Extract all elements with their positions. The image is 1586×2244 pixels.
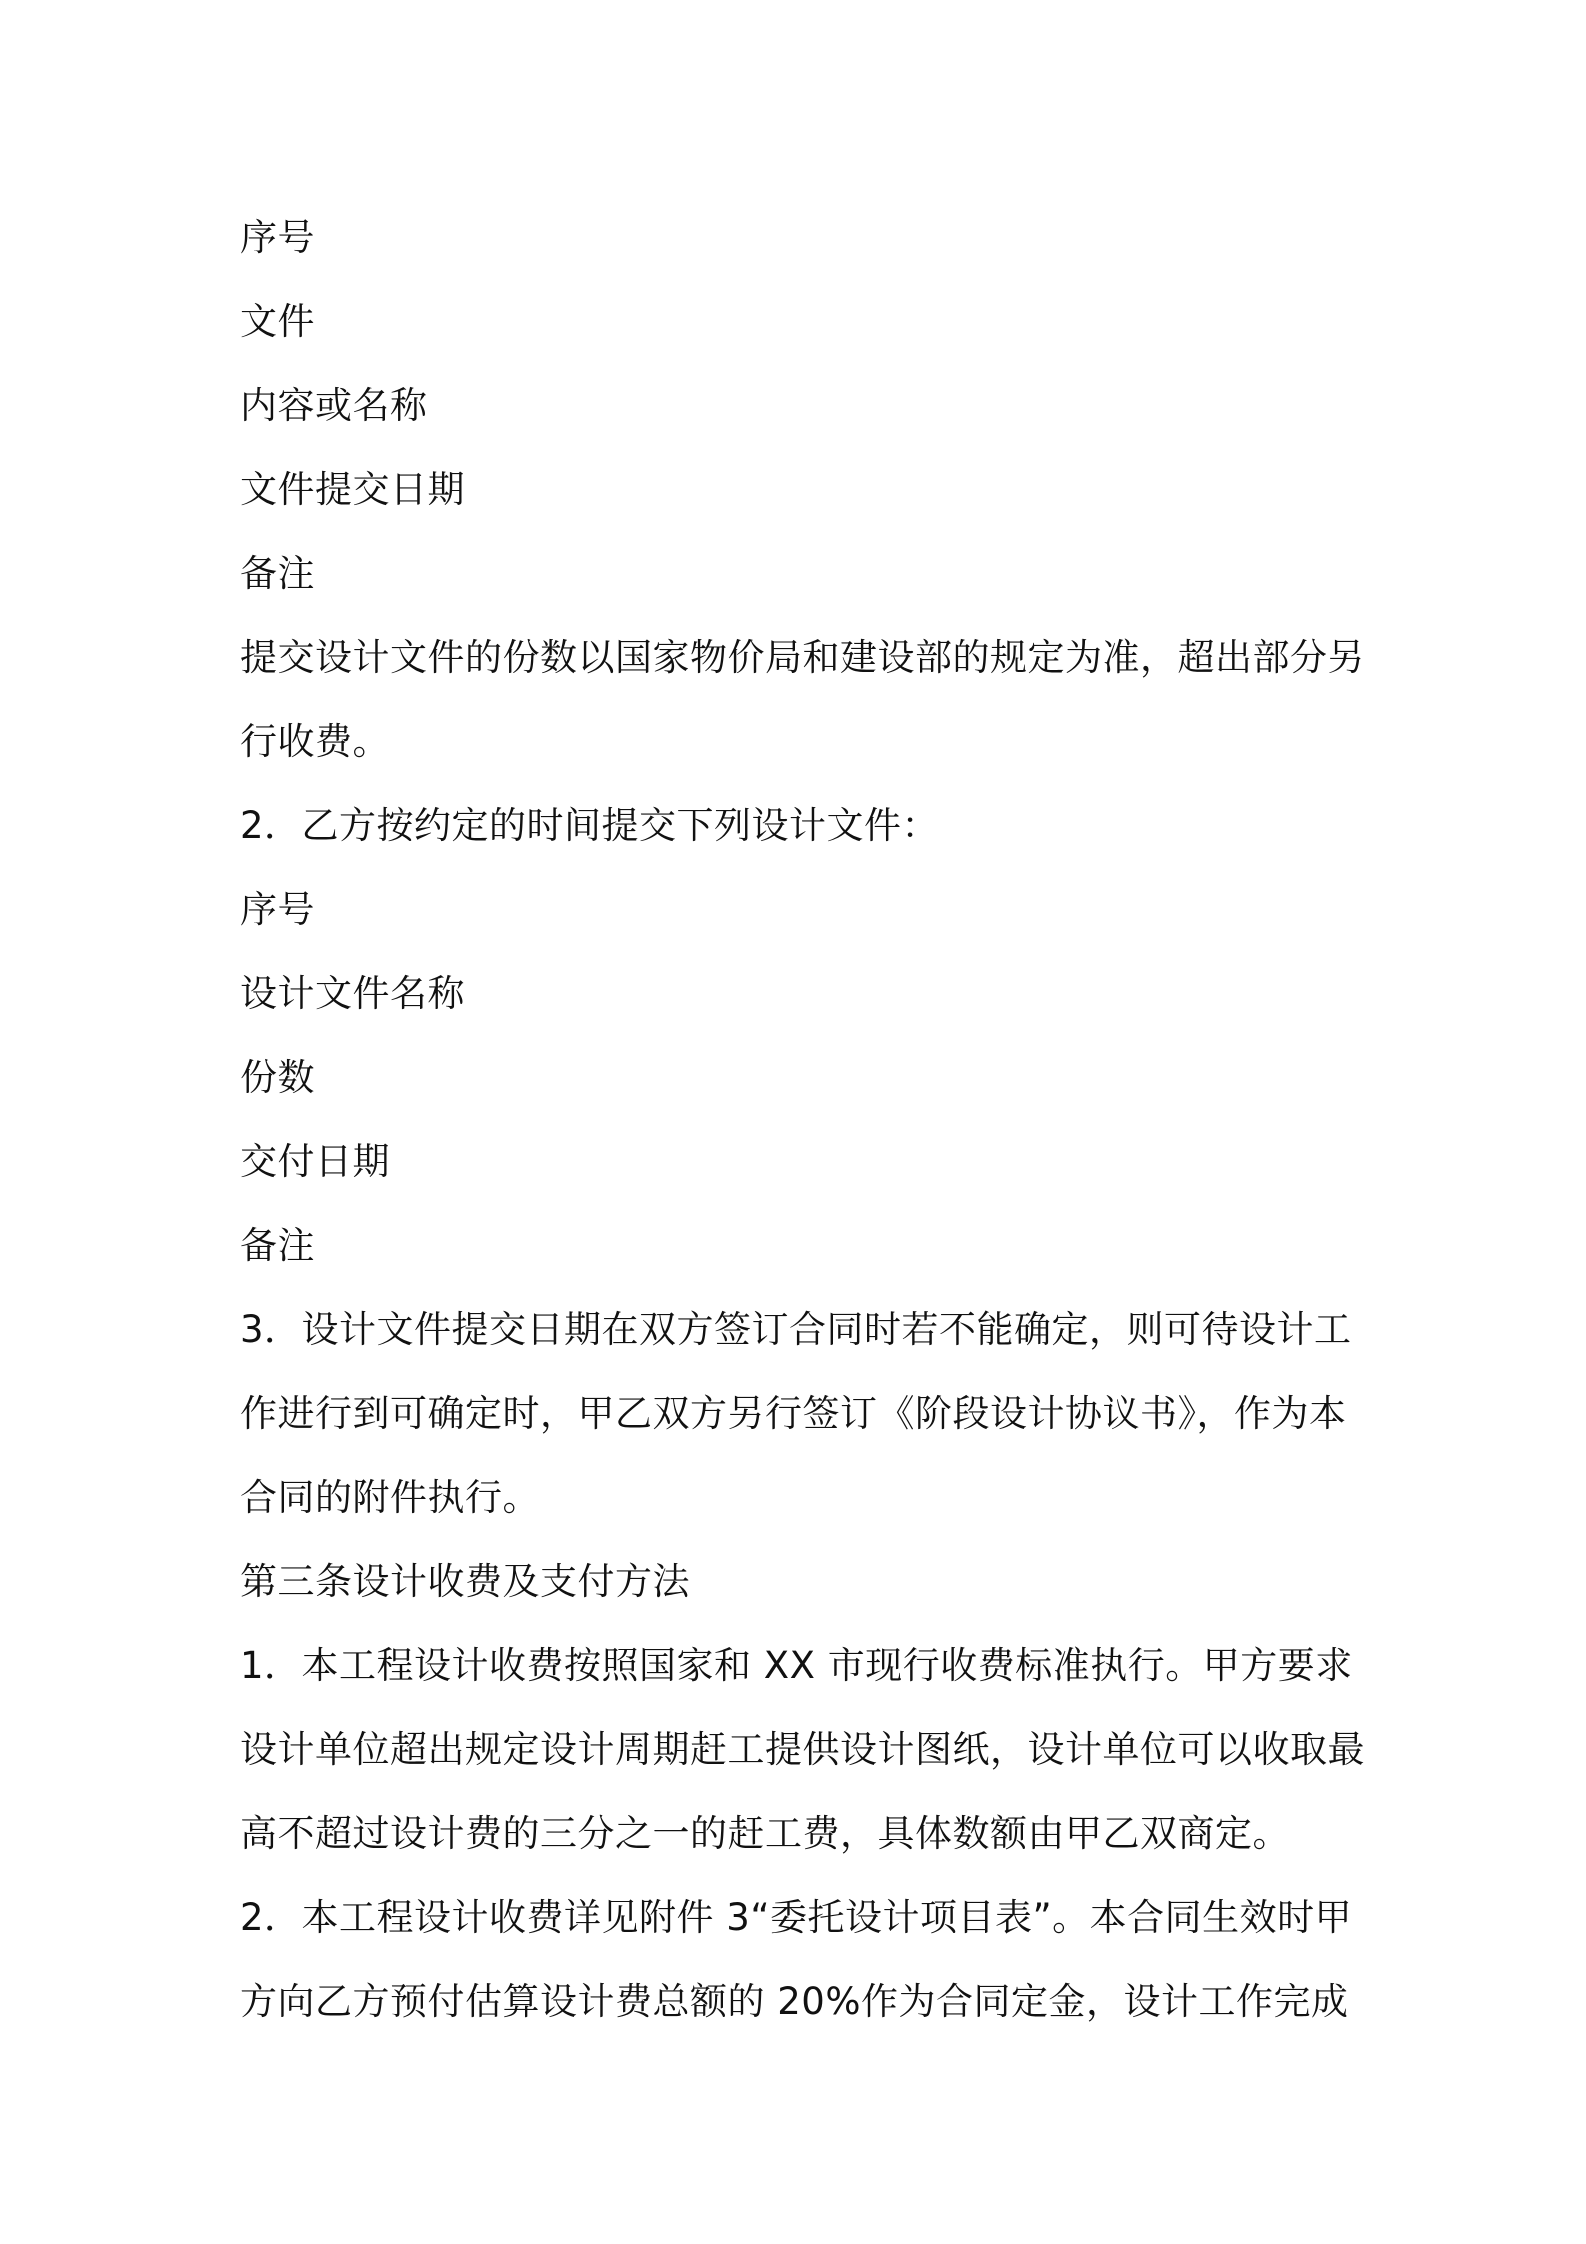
text-line: 设计文件名称 — [240, 972, 465, 1015]
text-line: 行收费。 — [240, 720, 390, 763]
text-line: 作进行到可确定时，甲乙双方另行签订《阶段设计协议书》，作为本 — [240, 1392, 1347, 1435]
text-line: 高不超过设计费的三分之一的赶工费，具体数额由甲乙双商定。 — [240, 1812, 1290, 1855]
text-line: 2．乙方按约定的时间提交下列设计文件： — [240, 804, 940, 847]
text-line: 内容或名称 — [240, 384, 428, 427]
document-body — [240, 196, 1365, 2044]
text-line: 3．设计文件提交日期在双方签订合同时若不能确定，则可待设计工 — [240, 1308, 1352, 1351]
text-line: 2．本工程设计收费详见附件 3“委托设计项目表”。本合同生效时甲 — [240, 1896, 1353, 1939]
section-heading: 第三条设计收费及支付方法 — [240, 1560, 690, 1603]
text-line: 份数 — [240, 1056, 315, 1099]
text-line: 备注 — [240, 552, 315, 595]
text-line: 文件 — [240, 300, 315, 343]
text-line: 方向乙方预付估算设计费总额的 20%作为合同定金，设计工作完成 — [240, 1980, 1349, 2023]
text-line: 设计单位超出规定设计周期赶工提供设计图纸，设计单位可以收取最 — [240, 1728, 1365, 1771]
text-line: 序号 — [240, 888, 315, 931]
text-line: 交付日期 — [240, 1140, 390, 1183]
text-line: 提交设计文件的份数以国家物价局和建设部的规定为准，超出部分另 — [240, 636, 1365, 679]
text-line: 文件提交日期 — [240, 468, 465, 511]
text-line: 1．本工程设计收费按照国家和 XX 市现行收费标准执行。甲方要求 — [240, 1644, 1353, 1687]
text-line: 备注 — [240, 1224, 315, 1267]
text-line: 序号 — [240, 216, 315, 259]
text-line: 合同的附件执行。 — [240, 1476, 540, 1519]
